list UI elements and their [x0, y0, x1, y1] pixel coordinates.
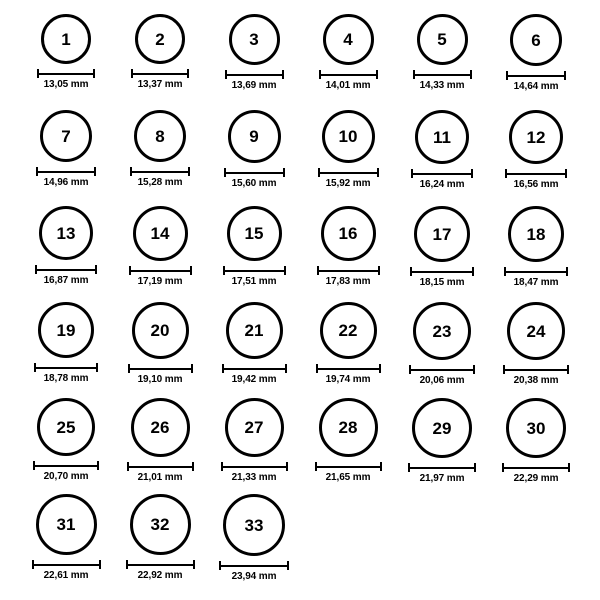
- measure-cap-left: [317, 266, 319, 275]
- ring-size-cell: [30, 494, 102, 581]
- ring-circle: [227, 206, 282, 261]
- measure-line: [33, 465, 99, 467]
- measure-line: [223, 270, 286, 272]
- measure-line: [409, 369, 475, 371]
- ring-diameter-label: 20,70 mm: [43, 471, 89, 482]
- measure-cap-left: [410, 267, 412, 276]
- ring-diameter-label: 16,24 mm: [419, 179, 465, 190]
- ring-size-cell: [500, 206, 572, 288]
- ring-circle: [134, 110, 186, 162]
- measure-cap-left: [36, 167, 38, 176]
- ring-diameter-label: 18,15 mm: [419, 277, 465, 288]
- diameter-measure-bar: [219, 561, 289, 570]
- ring-size-cell: [312, 206, 384, 287]
- ring-diameter-label: 21,97 mm: [419, 473, 465, 484]
- ring-circle: [415, 110, 469, 164]
- ring-size-cell: [30, 110, 102, 188]
- measure-line: [126, 564, 195, 566]
- ring-circle: [226, 302, 283, 359]
- measure-cap-right: [379, 364, 381, 373]
- ring-size-label: 25: [56, 417, 76, 437]
- ring-size-label: 12: [526, 127, 546, 147]
- ring-diameter-label: 18,47 mm: [513, 277, 559, 288]
- ring-size-cell: [500, 14, 572, 92]
- diameter-measure-bar: [225, 70, 284, 79]
- diameter-measure-bar: [223, 266, 286, 275]
- ring-circle: [322, 110, 375, 163]
- measure-cap-right: [470, 70, 472, 79]
- measure-cap-left: [34, 363, 36, 372]
- measure-line: [502, 467, 570, 469]
- diameter-measure-bar: [502, 463, 570, 472]
- measure-cap-left: [413, 70, 415, 79]
- ring-size-label: 14: [150, 224, 170, 243]
- ring-size-label: 8: [155, 126, 165, 146]
- diameter-measure-bar: [131, 69, 189, 78]
- ring-diameter-label: 20,06 mm: [419, 375, 465, 386]
- diameter-measure-bar: [504, 267, 568, 276]
- ring-circle: [131, 398, 190, 457]
- ring-size-cell: [406, 302, 478, 386]
- diameter-measure-bar: [32, 560, 101, 569]
- ring-diameter-label: 16,56 mm: [513, 179, 559, 190]
- ring-size-label: 9: [249, 127, 259, 146]
- measure-cap-left: [222, 364, 224, 373]
- measure-cap-right: [376, 70, 378, 79]
- measure-cap-left: [319, 70, 321, 79]
- ring-size-cell: [30, 14, 102, 90]
- measure-line: [130, 171, 190, 173]
- measure-cap-right: [471, 169, 473, 178]
- ring-size-label: 17: [432, 224, 452, 244]
- ring-size-label: 21: [244, 321, 264, 340]
- ring-circle: [413, 302, 471, 360]
- ring-diameter-label: 19,74 mm: [325, 374, 371, 385]
- measure-cap-left: [409, 365, 411, 374]
- measure-line: [32, 564, 101, 566]
- ring-diameter-label: 15,60 mm: [231, 178, 277, 189]
- ring-circle: [417, 14, 468, 65]
- diameter-measure-bar: [33, 461, 99, 470]
- measure-line: [503, 369, 569, 371]
- ring-circle: [229, 14, 280, 65]
- measure-cap-right: [188, 167, 190, 176]
- measure-line: [408, 467, 476, 469]
- ring-size-label: 31: [56, 515, 76, 534]
- diameter-measure-bar: [317, 266, 380, 275]
- ring-size-cell: [218, 302, 290, 385]
- ring-size-cell: [500, 398, 572, 484]
- ring-size-label: 13: [56, 223, 76, 243]
- measure-cap-right: [566, 267, 568, 276]
- measure-line: [504, 271, 568, 273]
- measure-line: [34, 367, 98, 369]
- measure-line: [222, 368, 287, 370]
- ring-circle: [38, 302, 94, 358]
- ring-size-cell: [312, 398, 384, 483]
- measure-cap-left: [130, 167, 132, 176]
- ring-diameter-label: 13,69 mm: [231, 80, 277, 91]
- ring-diameter-label: 15,92 mm: [325, 178, 371, 189]
- ring-size-cell: [500, 110, 572, 190]
- measure-cap-right: [190, 266, 192, 275]
- ring-size-cell: [124, 398, 196, 483]
- measure-cap-left: [33, 461, 35, 470]
- ring-size-label: 22: [338, 321, 358, 340]
- ring-size-label: 33: [244, 515, 264, 535]
- ring-circle: [508, 206, 564, 262]
- measure-line: [219, 565, 289, 567]
- diameter-measure-bar: [222, 364, 287, 373]
- diameter-measure-bar: [35, 265, 97, 274]
- measure-cap-left: [316, 364, 318, 373]
- measure-cap-left: [505, 169, 507, 178]
- diameter-measure-bar: [410, 267, 474, 276]
- measure-cap-right: [94, 167, 96, 176]
- ring-circle: [319, 398, 378, 457]
- ring-circle: [323, 14, 374, 65]
- diameter-measure-bar: [503, 365, 569, 374]
- ring-size-label: 26: [150, 418, 170, 437]
- diameter-measure-bar: [37, 69, 95, 78]
- ring-size-cell: [30, 206, 102, 286]
- ring-circle: [39, 206, 93, 260]
- diameter-measure-bar: [506, 71, 566, 80]
- measure-line: [410, 271, 474, 273]
- diameter-measure-bar: [319, 70, 378, 79]
- ring-size-cell: [124, 494, 196, 581]
- ring-circle: [228, 110, 281, 163]
- measure-cap-left: [223, 266, 225, 275]
- measure-cap-right: [96, 363, 98, 372]
- ring-circle: [132, 302, 189, 359]
- measure-cap-right: [187, 69, 189, 78]
- diameter-measure-bar: [315, 462, 382, 471]
- diameter-measure-bar: [128, 364, 193, 373]
- measure-cap-right: [282, 70, 284, 79]
- measure-cap-right: [192, 462, 194, 471]
- ring-size-cell: [30, 398, 102, 482]
- ring-diameter-label: 14,96 mm: [43, 177, 89, 188]
- measure-cap-right: [95, 265, 97, 274]
- diameter-measure-bar: [316, 364, 381, 373]
- measure-cap-left: [315, 462, 317, 471]
- ring-size-cell: [312, 14, 384, 91]
- ring-diameter-label: 22,92 mm: [137, 570, 183, 581]
- measure-line: [317, 270, 380, 272]
- ring-size-label: 3: [249, 30, 259, 49]
- measure-cap-left: [219, 561, 221, 570]
- ring-diameter-label: 14,64 mm: [513, 81, 559, 92]
- diameter-measure-bar: [130, 167, 190, 176]
- ring-size-label: 10: [338, 127, 358, 146]
- ring-size-label: 19: [56, 320, 76, 340]
- measure-cap-right: [565, 169, 567, 178]
- ring-diameter-label: 17,51 mm: [231, 276, 277, 287]
- measure-cap-right: [93, 69, 95, 78]
- measure-cap-left: [318, 168, 320, 177]
- ring-size-label: 24: [526, 321, 546, 341]
- ring-circle: [506, 398, 566, 458]
- ring-size-label: 7: [61, 126, 71, 146]
- ring-size-label: 27: [244, 418, 264, 437]
- measure-line: [131, 73, 189, 75]
- measure-cap-left: [32, 560, 34, 569]
- measure-cap-right: [380, 462, 382, 471]
- ring-circle: [509, 110, 563, 164]
- measure-line: [505, 173, 567, 175]
- diameter-measure-bar: [126, 560, 195, 569]
- measure-cap-left: [411, 169, 413, 178]
- diameter-measure-bar: [127, 462, 194, 471]
- ring-size-label: 32: [150, 515, 170, 534]
- ring-circle: [414, 206, 470, 262]
- ring-size-label: 5: [437, 30, 447, 49]
- ring-circle: [37, 398, 95, 456]
- measure-line: [221, 466, 288, 468]
- measure-cap-right: [285, 364, 287, 373]
- diameter-measure-bar: [318, 168, 379, 177]
- ring-diameter-label: 18,78 mm: [43, 373, 89, 384]
- ring-circle: [135, 14, 185, 64]
- ring-diameter-label: 17,19 mm: [137, 276, 183, 287]
- measure-cap-right: [99, 560, 101, 569]
- ring-size-cell: [312, 302, 384, 385]
- ring-size-cell: [218, 206, 290, 287]
- ring-size-label: 1: [61, 29, 71, 49]
- measure-cap-right: [377, 168, 379, 177]
- measure-cap-left: [131, 69, 133, 78]
- diameter-measure-bar: [221, 462, 288, 471]
- ring-diameter-label: 16,87 mm: [43, 275, 89, 286]
- ring-size-cell: [500, 302, 572, 386]
- ring-diameter-label: 22,29 mm: [513, 473, 559, 484]
- ring-diameter-label: 17,83 mm: [325, 276, 371, 287]
- ring-diameter-label: 20,38 mm: [513, 375, 559, 386]
- diameter-measure-bar: [408, 463, 476, 472]
- diameter-measure-bar: [36, 167, 96, 176]
- ring-circle: [40, 110, 92, 162]
- ring-circle: [507, 302, 565, 360]
- ring-size-cell: [124, 206, 196, 287]
- measure-line: [37, 73, 95, 75]
- measure-line: [128, 368, 193, 370]
- ring-diameter-label: 15,28 mm: [137, 177, 183, 188]
- measure-cap-right: [567, 365, 569, 374]
- ring-size-cell: [406, 398, 478, 484]
- ring-diameter-label: 21,65 mm: [325, 472, 371, 483]
- measure-cap-right: [284, 266, 286, 275]
- measure-line: [35, 269, 97, 271]
- measure-line: [413, 74, 472, 76]
- ring-circle: [36, 494, 97, 555]
- measure-cap-right: [287, 561, 289, 570]
- ring-size-label: 20: [150, 321, 170, 340]
- measure-cap-left: [126, 560, 128, 569]
- measure-line: [224, 172, 285, 174]
- measure-cap-right: [286, 462, 288, 471]
- measure-cap-right: [378, 266, 380, 275]
- ring-diameter-label: 14,01 mm: [325, 80, 371, 91]
- ring-diameter-label: 23,94 mm: [231, 571, 277, 582]
- ring-size-label: 28: [338, 418, 358, 437]
- ring-diameter-label: 21,01 mm: [137, 472, 183, 483]
- ring-diameter-label: 21,33 mm: [231, 472, 277, 483]
- ring-circle: [133, 206, 188, 261]
- measure-line: [129, 270, 192, 272]
- ring-size-cell: [218, 14, 290, 91]
- ring-size-label: 16: [338, 224, 358, 243]
- ring-size-cell: [406, 206, 478, 288]
- measure-cap-left: [224, 168, 226, 177]
- measure-cap-right: [472, 267, 474, 276]
- ring-circle: [223, 494, 285, 556]
- diameter-measure-bar: [409, 365, 475, 374]
- ring-size-label: 30: [526, 418, 546, 438]
- diameter-measure-bar: [413, 70, 472, 79]
- measure-cap-right: [568, 463, 570, 472]
- ring-diameter-label: 14,33 mm: [419, 80, 465, 91]
- ring-size-label: 2: [155, 29, 165, 49]
- measure-cap-left: [408, 463, 410, 472]
- ring-circle: [41, 14, 91, 64]
- ring-circle: [225, 398, 284, 457]
- measure-line: [411, 173, 473, 175]
- ring-circle: [412, 398, 472, 458]
- ring-size-cell: [30, 302, 102, 384]
- ring-diameter-label: 19,10 mm: [137, 374, 183, 385]
- measure-cap-left: [225, 70, 227, 79]
- diameter-measure-bar: [34, 363, 98, 372]
- ring-size-cell: [406, 110, 478, 190]
- ring-size-cell: [218, 398, 290, 483]
- diameter-measure-bar: [129, 266, 192, 275]
- measure-cap-left: [506, 71, 508, 80]
- ring-size-label: 6: [531, 30, 541, 50]
- diameter-measure-bar: [505, 169, 567, 178]
- ring-circle: [320, 302, 377, 359]
- ring-diameter-label: 13,37 mm: [137, 79, 183, 90]
- ring-size-cell: [218, 494, 290, 582]
- diameter-measure-bar: [224, 168, 285, 177]
- measure-cap-left: [503, 365, 505, 374]
- ring-size-cell: [218, 110, 290, 189]
- ring-size-cell: [124, 110, 196, 188]
- measure-line: [315, 466, 382, 468]
- ring-size-cell: [124, 14, 196, 90]
- ring-size-cell: [312, 110, 384, 189]
- measure-line: [127, 466, 194, 468]
- ring-size-label: 18: [526, 224, 546, 244]
- measure-cap-left: [221, 462, 223, 471]
- ring-size-cell: [406, 14, 478, 91]
- ring-size-label: 11: [433, 127, 451, 147]
- measure-cap-right: [564, 71, 566, 80]
- measure-cap-right: [191, 364, 193, 373]
- ring-size-cell: [124, 302, 196, 385]
- measure-cap-left: [128, 364, 130, 373]
- measure-line: [316, 368, 381, 370]
- measure-cap-left: [35, 265, 37, 274]
- ring-size-label: 23: [432, 321, 452, 341]
- measure-cap-left: [502, 463, 504, 472]
- ring-diameter-label: 22,61 mm: [43, 570, 89, 581]
- ring-diameter-label: 19,42 mm: [231, 374, 277, 385]
- measure-line: [318, 172, 379, 174]
- ring-size-label: 4: [343, 30, 353, 49]
- ring-diameter-label: 13,05 mm: [43, 79, 89, 90]
- ring-size-label: 29: [432, 418, 452, 438]
- ring-size-label: 15: [244, 224, 264, 243]
- ring-circle: [510, 14, 562, 66]
- ring-circle: [321, 206, 376, 261]
- measure-cap-right: [474, 463, 476, 472]
- measure-cap-right: [193, 560, 195, 569]
- measure-cap-left: [127, 462, 129, 471]
- ring-circle: [130, 494, 191, 555]
- measure-line: [36, 171, 96, 173]
- measure-cap-left: [129, 266, 131, 275]
- measure-line: [225, 74, 284, 76]
- measure-cap-right: [97, 461, 99, 470]
- measure-cap-left: [37, 69, 39, 78]
- measure-line: [506, 75, 566, 77]
- measure-cap-left: [504, 267, 506, 276]
- diameter-measure-bar: [411, 169, 473, 178]
- measure-cap-right: [473, 365, 475, 374]
- measure-line: [319, 74, 378, 76]
- measure-cap-right: [283, 168, 285, 177]
